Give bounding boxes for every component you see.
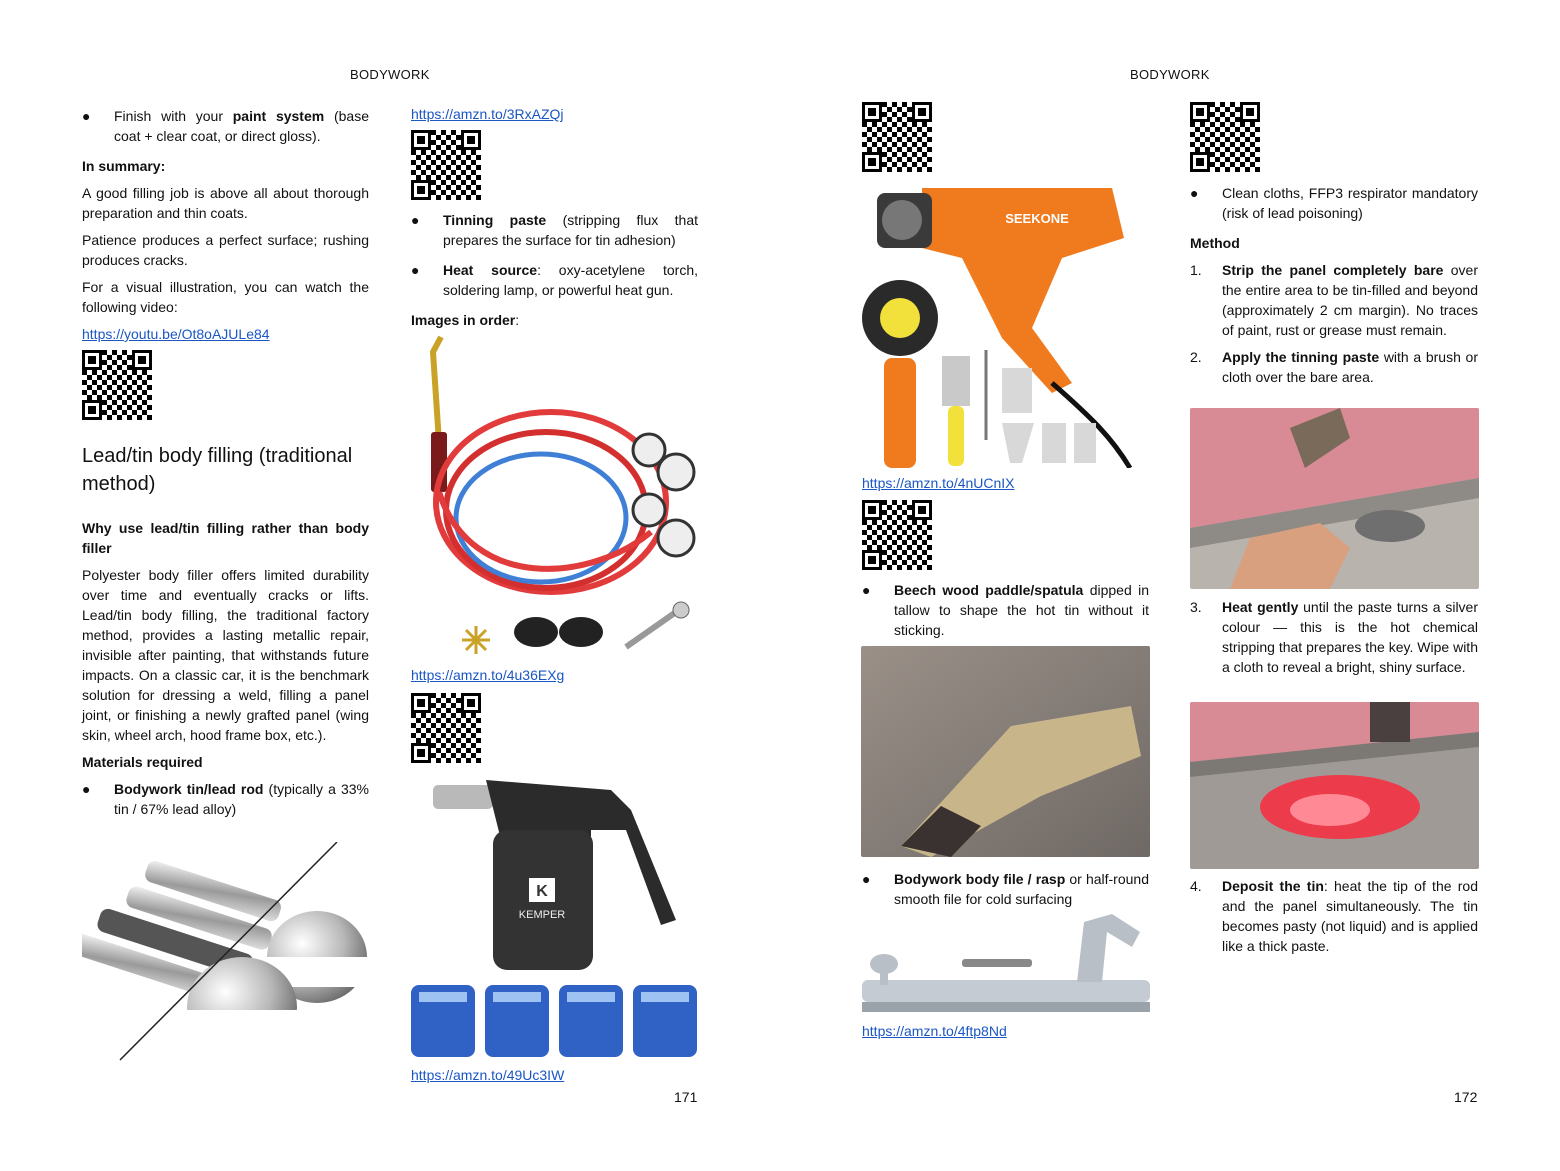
- svg-text:K: K: [536, 883, 548, 900]
- qr-code-icon: [411, 130, 481, 200]
- bullet-bold: paint system: [232, 108, 325, 124]
- lead-tin-rods-image: [82, 842, 370, 1062]
- materials-heading: Materials required: [82, 754, 203, 770]
- bullet-body-file: [862, 869, 1149, 909]
- summary-paragraph-2: Patience produces a perfect surface; rushing produces cracks.: [82, 232, 369, 268]
- body-file-image: [862, 912, 1150, 1016]
- step-bold: Heat gently: [1222, 599, 1299, 615]
- method-heading: Method: [1190, 235, 1240, 251]
- right-column-1: [862, 473, 1149, 650]
- heating-photo: [1190, 702, 1479, 869]
- qr-code-icon: [411, 693, 481, 763]
- left-column-2: [411, 104, 698, 337]
- right-column-2b: [1190, 597, 1478, 684]
- method-step-4: [1190, 876, 1478, 956]
- left-column-1: [82, 106, 369, 829]
- heatgun-brand: SEEKONE: [1005, 211, 1069, 226]
- bullet-dot: ●: [411, 262, 420, 278]
- bullet-paddle: [862, 580, 1149, 640]
- page-number-right: 172: [1454, 1089, 1478, 1105]
- bullet-text: or half-round smooth file for cold surfacing: [894, 871, 1149, 907]
- qr-code-icon: [1190, 102, 1260, 172]
- page-number-left: 171: [674, 1089, 698, 1105]
- bullet-text: : oxy-acetylene torch, soldering lamp, or powerful heat gun.: [443, 262, 698, 298]
- step-bold: Strip the panel completely bare: [1222, 262, 1444, 278]
- step-text: over the entire area to be tin-filled and beyond (approximately 2 cm margin). No traces of paint, rust or grease must remain.: [1222, 262, 1478, 338]
- product-link-1[interactable]: https://amzn.to/3RxAZQj: [411, 106, 564, 122]
- heat-gun-image: [862, 178, 1134, 468]
- images-label-colon: :: [515, 312, 520, 328]
- bullet-bold: Beech wood paddle/spatula: [894, 582, 1084, 598]
- right-column-2c: [1190, 876, 1478, 963]
- step-bold: Apply the tinning paste: [1222, 349, 1380, 365]
- bullet-tinning-paste: [411, 210, 698, 250]
- bullet-dot: ●: [82, 781, 91, 797]
- step-text: with a brush or cloth over the bare area.: [1222, 349, 1478, 385]
- step-number: 3.: [1190, 599, 1202, 615]
- bullet-bold: Heat source: [443, 262, 538, 278]
- bullet-text: dipped in tallow to shape the hot tin without it sticking.: [894, 582, 1149, 638]
- product-link-5[interactable]: https://amzn.to/4ftp8Nd: [862, 1023, 1007, 1039]
- bullet-paint-system: [82, 106, 369, 146]
- running-header-right: BODYWORK: [1130, 67, 1210, 82]
- images-label: [411, 310, 698, 330]
- method-step-3: [1190, 597, 1478, 677]
- product-link-3[interactable]: https://amzn.to/49Uc3IW: [411, 1067, 565, 1083]
- running-header-left: BODYWORK: [350, 67, 430, 82]
- method-step-2: [1190, 347, 1478, 387]
- step-text: until the paste turns a silver colour — this is the hot chemical stripping that prepares the key. Wipe with a cloth to reveal a bright, shiny surface.: [1222, 599, 1478, 675]
- oxy-acetylene-torch-image: [411, 332, 699, 660]
- step-number: 1.: [1190, 262, 1202, 278]
- bullet-text: (typically a 33% tin / 67% lead alloy): [114, 781, 369, 817]
- bullet-dot: ●: [1190, 185, 1199, 201]
- method-step-1: [1190, 260, 1478, 340]
- step-number: 2.: [1190, 349, 1202, 365]
- qr-code-icon: [82, 350, 152, 420]
- step-text: : heat the tip of the rod and the panel simultaneously. The tin becomes pasty (not liquid) and is applied like a thick paste.: [1222, 878, 1478, 954]
- bullet-heat-source: [411, 260, 698, 300]
- step-number: 4.: [1190, 878, 1202, 894]
- bullet-dot: ●: [862, 871, 871, 887]
- soldering-lamp-image: [411, 770, 699, 1060]
- bullet-cloths: [1190, 183, 1478, 223]
- summary-heading: In summary:: [82, 158, 166, 174]
- images-label-bold: Images in order: [411, 312, 516, 328]
- qr-code-icon: [862, 500, 932, 570]
- bullet-text: (stripping flux that prepares the surface for tin adhesion): [443, 212, 698, 248]
- summary-paragraph-1: A good filling job is above all about thorough preparation and thin coats.: [82, 185, 369, 221]
- bullet-dot: ●: [82, 108, 91, 124]
- product-link-4[interactable]: https://amzn.to/4nUCnIX: [862, 475, 1015, 491]
- bullet-bold: Bodywork tin/lead rod: [114, 781, 264, 797]
- bullet-dot: ●: [862, 582, 871, 598]
- product-link-2[interactable]: https://amzn.to/4u36EXg: [411, 667, 565, 683]
- summary-paragraph-3: For a visual illustration, you can watch the following video:: [82, 279, 369, 315]
- bullet-bold: Bodywork body file / rasp: [894, 871, 1066, 887]
- video-link[interactable]: https://youtu.be/Ot8oAJULe84: [82, 326, 270, 342]
- bullet-dot: ●: [411, 212, 420, 228]
- bullet-text: Finish with your: [114, 108, 233, 124]
- why-paragraph: Polyester body filler offers limited durability over time and eventually cracks or lifts. Lead/tin body filling, the traditional factory method, provides a lasting metallic repair, invisible after painting, that withstands future impacts. On a classic car, it is the benchmark solution for dressing a weld, filling a panel joint, or finishing a newly grafted panel (wing skin, wheel arch, hood frame box, etc.).: [82, 567, 369, 743]
- why-heading: Why use lead/tin filling rather than body filler: [82, 520, 369, 556]
- step-bold: Deposit the tin: [1222, 878, 1324, 894]
- bullet-rod: [82, 779, 369, 819]
- bullet-bold: Tinning paste: [443, 212, 547, 228]
- bullet-text: Clean cloths, FFP3 respirator mandatory (risk of lead poisoning): [1222, 185, 1478, 221]
- bullet-text: (base coat + clear coat, or direct gloss).: [114, 108, 369, 144]
- qr-code-icon: [862, 102, 932, 172]
- wood-paddle-photo: [861, 646, 1150, 857]
- right-column-2: [1190, 183, 1478, 394]
- tinning-paste-photo: [1190, 408, 1479, 589]
- kemper-brand: KEMPER: [518, 909, 566, 921]
- section-title: Lead/tin body filling (traditional method): [82, 445, 353, 495]
